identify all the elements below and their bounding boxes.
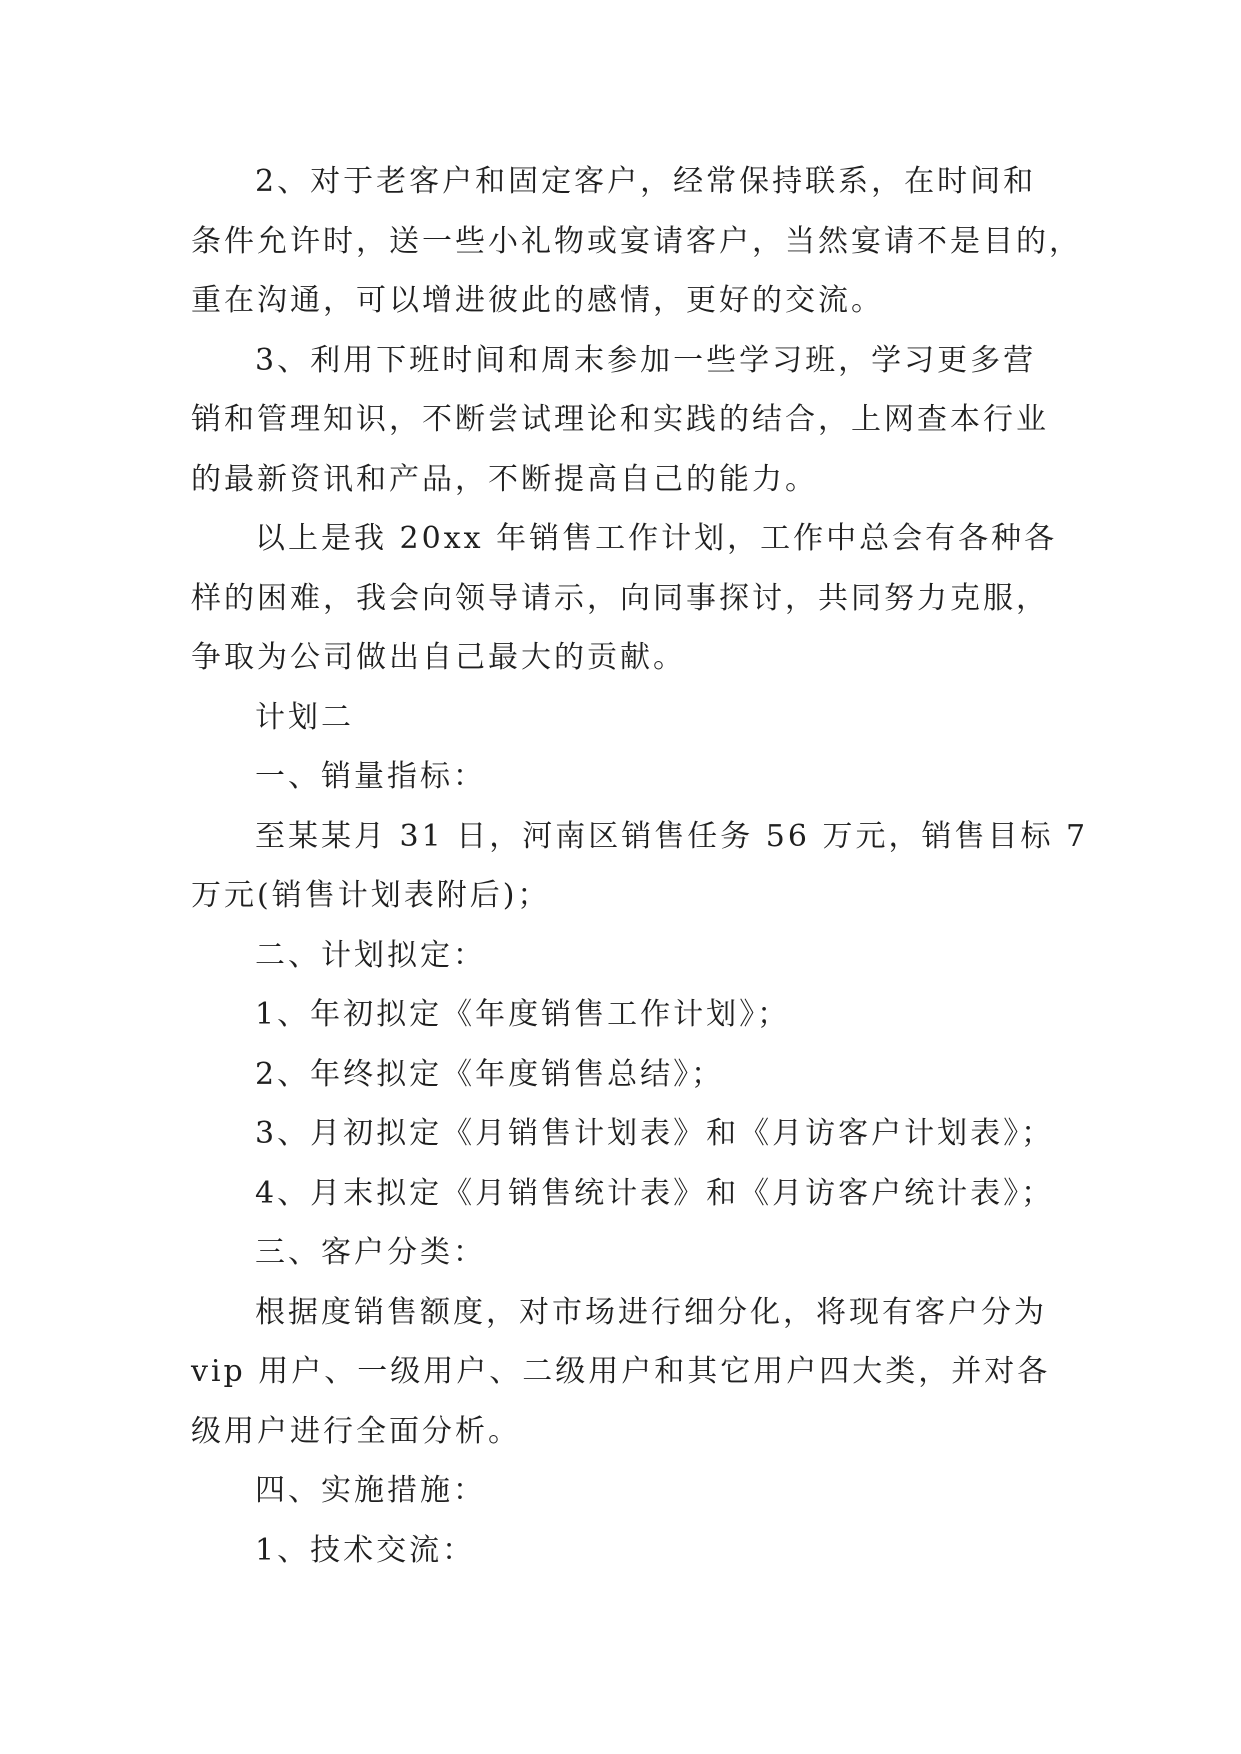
text-line: 根据度销售额度，对市场进行细分化，将现有客户分为 — [255, 1294, 1047, 1330]
text-line: 3、月初拟定《月销售计划表》和《月访客户计划表》； — [255, 1116, 1055, 1151]
paragraph-conclusion — [191, 509, 1061, 688]
text-line: 二、计划拟定： — [255, 937, 486, 973]
text-line: 计划二 — [255, 699, 354, 735]
text-line: 级用户进行全面分析。 — [191, 1413, 521, 1449]
list-item-monthly-statistics — [191, 1164, 1061, 1224]
text-line: 2、年终拟定《年度销售总结》； — [255, 1056, 725, 1092]
text-line: 重在沟通，可以增进彼此的感情，更好的交流。 — [191, 283, 884, 318]
text-line: vip 用户、一级用户、二级用户和其它用户四大类，并对各 — [191, 1354, 1051, 1389]
section-heading-customer-classification — [191, 1223, 1061, 1283]
list-item-annual-plan — [191, 985, 1061, 1045]
text-line: 万元(销售计划表附后)； — [191, 878, 551, 913]
paragraph-customer-contact — [191, 152, 1082, 331]
text-line: 争取为公司做出自己最大的贡献。 — [191, 640, 686, 675]
text-line: 3、利用下班时间和周末参加一些学习班，学习更多营 — [255, 342, 1037, 378]
text-line: 2、对于老客户和固定客户，经常保持联系，在时间和 — [255, 164, 1037, 199]
text-line: 4、月末拟定《月销售统计表》和《月访客户统计表》； — [255, 1175, 1055, 1211]
list-item-monthly-plan — [191, 1104, 1061, 1164]
text-line: 四、实施措施： — [255, 1473, 486, 1508]
list-item-technical-exchange — [191, 1521, 1061, 1581]
section-heading-plan-two — [191, 688, 1061, 748]
text-line: 条件允许时，送一些小礼物或宴请客户，当然宴请不是目的， — [191, 223, 1082, 259]
text-line: 样的困难，我会向领导请示，向同事探讨，共同努力克服， — [191, 580, 1049, 616]
text-line: 至某某月 31 日，河南区销售任务 56 万元，销售目标 7 — [255, 818, 1089, 854]
list-item-annual-summary — [191, 1045, 1061, 1105]
paragraph-customer-classification — [191, 1283, 1061, 1462]
section-heading-plan-drafting — [191, 926, 1061, 986]
paragraph-sales-target — [191, 807, 1089, 926]
text-line: 一、销量指标： — [255, 759, 486, 794]
text-line: 的最新资讯和产品，不断提高自己的能力。 — [191, 461, 818, 497]
document-body — [191, 152, 1089, 1580]
text-line: 三、客户分类： — [255, 1235, 486, 1270]
paragraph-study-plan — [191, 331, 1061, 510]
text-line: 以上是我 20xx 年销售工作计划，工作中总会有各种各 — [255, 521, 1058, 556]
text-line: 销和管理知识，不断尝试理论和实践的结合，上网查本行业 — [191, 402, 1049, 437]
section-heading-sales-target — [191, 747, 1061, 807]
section-heading-implementation — [191, 1461, 1061, 1521]
text-line: 1、技术交流： — [255, 1532, 476, 1568]
text-line: 1、年初拟定《年度销售工作计划》； — [255, 997, 791, 1032]
